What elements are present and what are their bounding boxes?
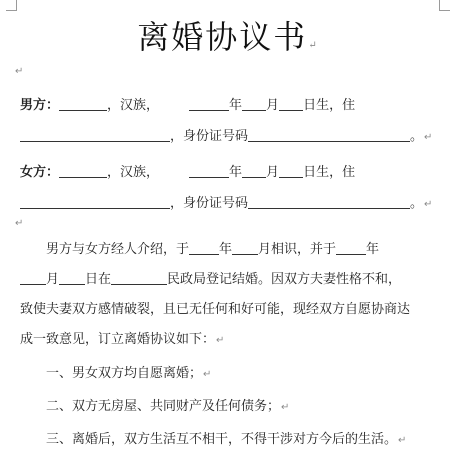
- marriage-year-blank[interactable]: [336, 242, 366, 255]
- marriage-month-blank[interactable]: [20, 272, 46, 285]
- paragraph-mark-icon: ↵: [308, 40, 319, 51]
- female-birth-year-blank[interactable]: [189, 165, 229, 178]
- female-info-line-1: [20, 161, 444, 180]
- body-line-4: [20, 328, 444, 347]
- paragraph-mark-icon: ↵: [424, 199, 433, 210]
- meet-month-text: 月相识，并于: [258, 242, 337, 257]
- paragraph-mark-icon: ↵: [398, 435, 407, 446]
- male-address-blank[interactable]: [20, 129, 170, 142]
- male-id-blank[interactable]: [248, 129, 410, 142]
- female-id-blank[interactable]: [248, 196, 410, 209]
- female-day-label: 日生，住: [303, 165, 356, 180]
- marriage-day-blank[interactable]: [59, 272, 85, 285]
- paragraph-mark-icon: ↵: [424, 132, 433, 143]
- agreement-item-1-text: 一、男女双方均自愿离婚；: [46, 366, 203, 381]
- agreement-item-3-text: 三、离婚后，双方生活互不相干，不得干涉对方今后的生活。: [46, 432, 398, 447]
- page-corner-mark-left: [6, 0, 17, 11]
- female-period: 。: [410, 196, 424, 211]
- body-intro-text: 男方与女方经人介绍，于: [46, 242, 190, 257]
- agreement-item-1: [20, 362, 444, 381]
- marriage-day-label: 日在: [85, 272, 112, 287]
- body-line-3: [20, 298, 444, 317]
- male-day-label: 日生，住: [303, 98, 356, 113]
- male-name-blank[interactable]: [59, 98, 107, 111]
- paragraph-mark-icon: ↵: [203, 369, 212, 380]
- agreement-item-2-text: 二、双方无房屋、共同财产及任何债务；: [46, 399, 281, 414]
- male-birth-month-blank[interactable]: [242, 98, 266, 111]
- female-label: 女方：: [20, 165, 60, 180]
- male-birth-year-blank[interactable]: [189, 98, 229, 111]
- registration-text: 民政局登记结婚。因双方夫妻性格不和，: [167, 272, 402, 287]
- male-period: 。: [410, 129, 424, 144]
- female-id-label: ，身份证号码: [170, 196, 249, 211]
- paragraph-mark-icon: ↵: [15, 66, 24, 77]
- male-year-label: 年: [229, 98, 243, 113]
- meet-year-blank[interactable]: [189, 242, 219, 255]
- male-id-label: ，身份证号码: [170, 129, 249, 144]
- female-name-blank[interactable]: [59, 165, 107, 178]
- meet-year-label: 年: [219, 242, 233, 257]
- body-text-line-3: 致使夫妻双方感情破裂，且已无任何和好可能，现经双方自愿协商达: [20, 302, 411, 317]
- female-month-label: 月: [266, 165, 280, 180]
- female-info-line-2: [20, 192, 444, 211]
- male-birth-day-blank[interactable]: [279, 98, 303, 111]
- female-birth-month-blank[interactable]: [242, 165, 266, 178]
- body-line-2: [20, 268, 444, 287]
- paragraph-mark-icon: ↵: [216, 335, 225, 346]
- male-info-line-1: [20, 94, 444, 113]
- document-title: [0, 12, 456, 58]
- body-line-1: [20, 238, 444, 257]
- civil-affairs-bureau-blank[interactable]: [111, 272, 167, 285]
- female-ethnicity-text: ，汉族，: [107, 165, 160, 180]
- female-year-label: 年: [229, 165, 243, 180]
- male-ethnicity-text: ，汉族，: [107, 98, 160, 113]
- marriage-year-label: 年: [366, 242, 380, 257]
- female-address-blank[interactable]: [20, 196, 170, 209]
- marriage-month-label: 月: [46, 272, 60, 287]
- male-month-label: 月: [266, 98, 280, 113]
- female-birth-day-blank[interactable]: [279, 165, 303, 178]
- title-text: 离婚协议书: [137, 18, 308, 56]
- agreement-item-3: [20, 428, 444, 447]
- body-text-line-4: 成一致意见，订立离婚协议如下：: [20, 332, 216, 347]
- male-info-line-2: [20, 125, 444, 144]
- male-label: 男方：: [20, 98, 60, 113]
- paragraph-mark-icon: ↵: [281, 402, 290, 413]
- page-corner-mark-right: [439, 0, 450, 11]
- meet-month-blank[interactable]: [232, 242, 258, 255]
- agreement-item-2: [20, 395, 444, 414]
- paragraph-mark-icon: ↵: [15, 218, 24, 229]
